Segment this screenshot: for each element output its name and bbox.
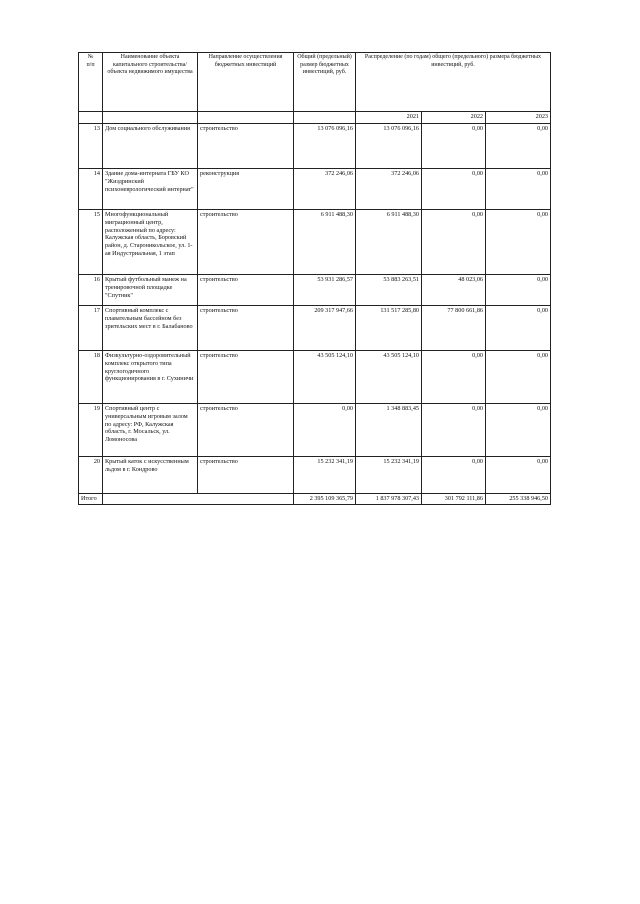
header-object-name: Наименование объекта капитального строительства/объекта недвижимого имущества (103, 53, 198, 112)
object-name: Спортивный комплекс с плавательным бассейном без зрительских мест в г. Балабаново (103, 306, 198, 351)
amount-2023: 0,00 (486, 404, 551, 457)
total-amount: 53 931 286,57 (294, 275, 356, 306)
table-row (79, 351, 551, 404)
table-row (79, 404, 551, 457)
investment-direction: строительство (198, 457, 294, 494)
year-empty-cell (198, 112, 294, 124)
total-amount: 15 232 341,19 (294, 457, 356, 494)
totals-2023: 255 338 946,50 (486, 494, 551, 505)
investment-direction: строительство (198, 124, 294, 169)
totals-total: 2 395 109 365,79 (294, 494, 356, 505)
table-row (79, 275, 551, 306)
totals-2022: 301 792 111,86 (422, 494, 486, 505)
object-name: Многофункциональный миграционный центр, расположенный по адресу: Калужская область, Боровский район, д. Староникольское, ул. 1-ая Индустриальная, 1 этап (103, 210, 198, 275)
object-name: Спортивный центр с универсальным игровым залом по адресу: РФ, Калужская область, г. Мосальск, ул. Ломоносова (103, 404, 198, 457)
amount-2022: 77 800 661,86 (422, 306, 486, 351)
totals-2021: 1 837 978 307,43 (356, 494, 422, 505)
investment-direction: строительство (198, 404, 294, 457)
amount-2021: 15 232 341,19 (356, 457, 422, 494)
amount-2021: 131 517 285,80 (356, 306, 422, 351)
amount-2023: 0,00 (486, 169, 551, 210)
table-row (79, 457, 551, 494)
amount-2021: 372 246,06 (356, 169, 422, 210)
year-2021: 2021 (356, 112, 422, 124)
total-amount: 372 246,06 (294, 169, 356, 210)
row-number: 15 (79, 210, 103, 275)
amount-2022: 0,00 (422, 124, 486, 169)
amount-2021: 1 348 883,45 (356, 404, 422, 457)
year-2022: 2022 (422, 112, 486, 124)
year-header-row (79, 112, 551, 124)
amount-2021: 43 505 124,10 (356, 351, 422, 404)
header-num: № п/п (79, 53, 103, 112)
amount-2021: 53 883 263,51 (356, 275, 422, 306)
object-name: Крытый каток с искусственным льдом в г. Кондрово (103, 457, 198, 494)
row-number: 18 (79, 351, 103, 404)
header-direction: Направление осуществления бюджетных инвестиций (198, 53, 294, 112)
amount-2022: 0,00 (422, 169, 486, 210)
investment-direction: строительство (198, 210, 294, 275)
table-row (79, 210, 551, 275)
table-row (79, 169, 551, 210)
amount-2022: 0,00 (422, 457, 486, 494)
total-amount: 13 076 096,16 (294, 124, 356, 169)
year-empty-cell (103, 112, 198, 124)
amount-2022: 0,00 (422, 210, 486, 275)
row-number: 19 (79, 404, 103, 457)
amount-2021: 6 911 488,30 (356, 210, 422, 275)
header-distribution: Распределение (по годам) общего (предельного) размера бюджетных инвестиций, руб. (356, 53, 551, 112)
amount-2023: 0,00 (486, 210, 551, 275)
row-number: 16 (79, 275, 103, 306)
totals-label: Итого (79, 494, 103, 505)
budget-investment-table (78, 52, 551, 505)
total-amount: 209 317 947,66 (294, 306, 356, 351)
amount-2023: 0,00 (486, 457, 551, 494)
total-amount: 0,00 (294, 404, 356, 457)
investment-direction: строительство (198, 306, 294, 351)
amount-2023: 0,00 (486, 351, 551, 404)
total-amount: 6 911 488,30 (294, 210, 356, 275)
object-name: Дом социального обслуживания (103, 124, 198, 169)
object-name: Крытый футбольный манеж на тренировочной площадке "Спутник" (103, 275, 198, 306)
amount-2022: 48 023,06 (422, 275, 486, 306)
row-number: 14 (79, 169, 103, 210)
amount-2023: 0,00 (486, 275, 551, 306)
table-header-row (79, 53, 551, 112)
year-empty-cell (79, 112, 103, 124)
investment-direction: строительство (198, 351, 294, 404)
object-name: Физкультурно-оздоровительный комплекс открытого типа круглогодичного функционирования в г. Сухиничи (103, 351, 198, 404)
amount-2021: 13 076 096,16 (356, 124, 422, 169)
object-name: Здание дома-интерната ГБУ КО "Жиздринский психоневрологический интернат" (103, 169, 198, 210)
row-number: 13 (79, 124, 103, 169)
investment-direction: реконструкция (198, 169, 294, 210)
amount-2023: 0,00 (486, 124, 551, 169)
year-2023: 2023 (486, 112, 551, 124)
amount-2022: 0,00 (422, 351, 486, 404)
row-number: 17 (79, 306, 103, 351)
year-empty-cell (294, 112, 356, 124)
table-row (79, 124, 551, 169)
totals-empty (103, 494, 294, 505)
totals-row (79, 494, 551, 505)
investment-direction: строительство (198, 275, 294, 306)
table-row (79, 306, 551, 351)
header-total: Общий (предельный) размер бюджетных инвестиций, руб. (294, 53, 356, 112)
amount-2023: 0,00 (486, 306, 551, 351)
row-number: 20 (79, 457, 103, 494)
total-amount: 43 505 124,10 (294, 351, 356, 404)
amount-2022: 0,00 (422, 404, 486, 457)
